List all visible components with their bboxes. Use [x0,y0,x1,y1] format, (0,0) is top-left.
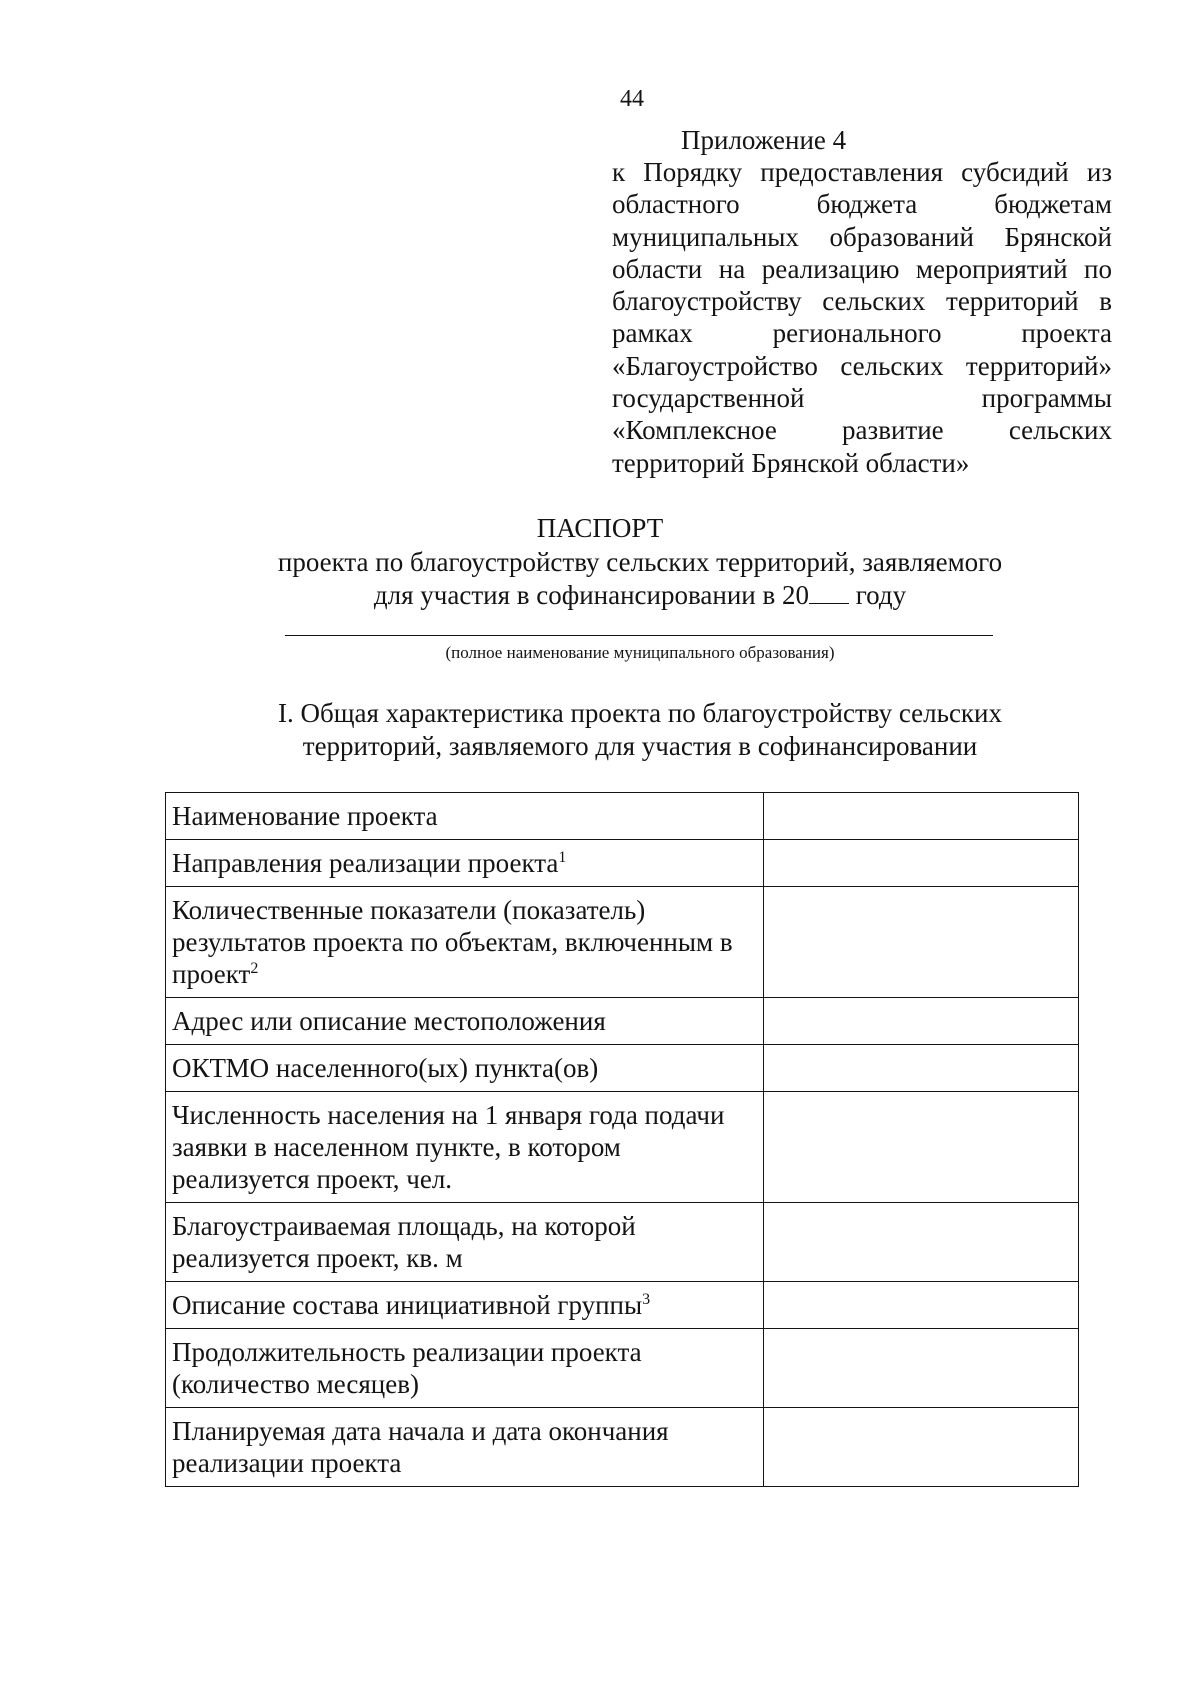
row-value-cell [764,1329,1079,1408]
row-label-cell [166,1408,764,1487]
row-label-cell [166,1329,764,1408]
table-row [166,1092,1079,1203]
row-label: Наименование проекта [172,801,438,831]
passport-subtitle-line1: проекта по благоустройству сельских территорий, заявляемого [277,547,1003,577]
row-label: Направления реализации проекта [172,848,559,878]
row-value-cell [764,1092,1079,1203]
municipality-name-line [285,635,993,636]
section-heading-line1: I. Общая характеристика проекта по благоустройству сельских [278,698,1002,728]
passport-subtitle-line2 [240,579,1040,612]
table-row [166,840,1079,887]
municipality-name-caption: (полное наименование муниципального образования) [445,643,835,662]
year-blank [809,581,849,604]
row-value-cell [764,1282,1079,1329]
row-label-cell [166,1045,764,1092]
row-label: Описание состава инициативной группы [172,1290,643,1320]
table-row [166,998,1079,1045]
row-label-cell [166,1203,764,1282]
row-value-cell [764,840,1079,887]
passport-subtitle-prefix: для участия в софинансировании в 20 [373,580,809,610]
row-value-cell [764,1203,1079,1282]
section-heading-line2: территорий, заявляемого для участия в софинансировании [302,731,978,761]
appendix-text: к Порядку предоставления субсидий из областного бюджета бюджетам муниципальных образований Брянской области на реализацию мероприятий по благоустройству сельских территорий в рамках регионального проекта «Благоустройство сельских территорий» государственной программы «Комплексное развитие сельских территорий Брянской области» [612,157,1112,478]
table-row [166,1408,1079,1487]
row-label-cell [166,793,764,840]
table-body [166,793,1079,1487]
project-characteristics-table [165,792,1079,1487]
row-value-cell [764,887,1079,998]
appendix-title: Приложение 4 [681,125,847,155]
row-label: Количественные показатели (показатель) результатов проекта по объектам, включенным в проект [172,895,733,989]
footnote-marker: 2 [250,960,259,977]
passport-subtitle-suffix: году [848,580,907,610]
passport-title: ПАСПОРТ [536,513,664,543]
row-label: Планируемая дата начала и дата окончания реализации проекта [172,1416,669,1478]
row-label: Благоустраиваемая площадь, на которой реализуется проект, кв. м [172,1211,636,1273]
row-value-cell [764,998,1079,1045]
section-heading [240,697,1040,763]
table-row [166,1282,1079,1329]
row-label-cell [166,998,764,1045]
footnote-marker: 3 [642,1291,651,1308]
row-label-cell [166,1092,764,1203]
table-row [166,887,1079,998]
footnote-marker: 1 [558,849,567,866]
table-row [166,1329,1079,1408]
row-label-cell [166,887,764,998]
row-label-cell [166,1282,764,1329]
row-label: ОКТМО населенного(ых) пункта(ов) [172,1053,599,1083]
row-label: Адрес или описание местоположения [172,1006,606,1036]
page-number: 44 [620,86,644,112]
row-label: Продолжительность реализации проекта (количество месяцев) [172,1337,642,1399]
table-row [166,1045,1079,1092]
row-value-cell [764,1045,1079,1092]
row-value-cell [764,793,1079,840]
row-value-cell [764,1408,1079,1487]
passport-subtitle [240,546,1040,612]
table-row [166,1203,1079,1282]
row-label-cell [166,840,764,887]
table-row [166,793,1079,840]
row-label: Численность населения на 1 января года подачи заявки в населенном пункте, в котором реализуется проект, чел. [172,1100,725,1194]
